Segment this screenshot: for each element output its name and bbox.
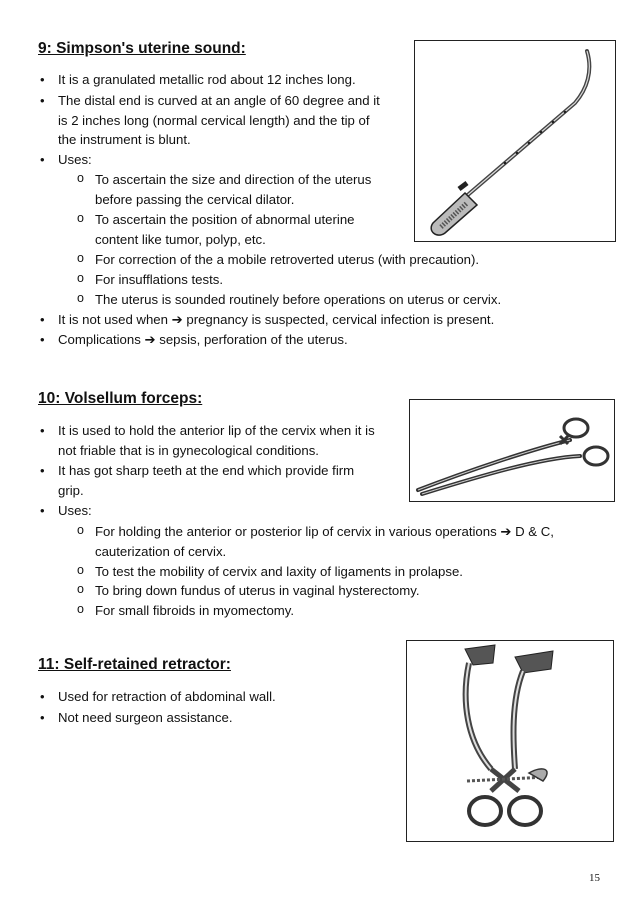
s9-use3: For correction of the a mobile retroverted uterus (with precaution).: [95, 252, 480, 267]
bullet-marker: •: [40, 423, 45, 438]
s9-complications-pre: Complications: [58, 332, 141, 347]
s9-use4: For insufflations tests.: [95, 272, 224, 287]
s10-use1-pre: For holding the anterior or posterior lip of cervix in various operations: [95, 524, 497, 539]
page-number: 15: [589, 872, 600, 884]
bullet-marker: •: [40, 93, 45, 108]
s9-bullet2-line3: the instrument is blunt.: [58, 132, 191, 147]
section-10-heading: 10: Volsellum forceps:: [38, 390, 203, 407]
s9-not-used-pre: It is not used when: [58, 312, 168, 327]
s10-use1-line2: cauterization of cervix.: [95, 544, 227, 559]
sub-bullet-marker: o: [77, 211, 84, 225]
s10-uses-label: Uses:: [58, 503, 92, 518]
s9-complications-post: sepsis, perforation of the uterus.: [159, 332, 348, 347]
right-arrow-icon: ➔: [171, 312, 183, 327]
bullet-marker: •: [40, 463, 45, 478]
bullet-marker: •: [40, 710, 45, 725]
s9-bullet1-line1: It is a granulated metallic rod about 12 inches long.: [58, 72, 356, 87]
sub-bullet-marker: o: [77, 291, 84, 305]
sub-bullet-marker: o: [77, 271, 84, 285]
s11-bullet2: Not need surgeon assistance.: [58, 710, 233, 725]
volsellum-forceps-figure: [409, 399, 615, 502]
s10-bullet2-line1: It has got sharp teeth at the end which provide firm: [58, 463, 355, 478]
sub-bullet-marker: o: [77, 171, 84, 185]
sub-bullet-marker: o: [77, 602, 84, 616]
bullet-marker: •: [40, 332, 45, 347]
right-arrow-icon: ➔: [144, 332, 156, 347]
s9-not-used-post: pregnancy is suspected, cervical infection is present.: [186, 312, 495, 327]
right-arrow-icon: ➔: [500, 524, 512, 539]
s10-use1-post: D & C,: [515, 524, 554, 539]
bullet-marker: •: [40, 503, 45, 518]
s9-bullet2-line1: The distal end is curved at an angle of 60 degree and it: [58, 93, 380, 108]
uterine-sound-illustration: [415, 41, 615, 241]
s9-use1-line2: before passing the cervical dilator.: [95, 192, 295, 207]
bullet-marker: •: [40, 72, 45, 87]
sub-bullet-marker: o: [77, 251, 84, 265]
s11-bullet1: Used for retraction of abdominal wall.: [58, 689, 276, 704]
s10-use4: For small fibroids in myomectomy.: [95, 603, 295, 618]
s10-use3: To bring down fundus of uterus in vaginal hysterectomy.: [95, 583, 420, 598]
sub-bullet-marker: o: [77, 582, 84, 596]
s10-use2: To test the mobility of cervix and laxity of ligaments in prolapse.: [95, 564, 463, 579]
s10-use1-line1: [95, 523, 554, 540]
s9-not-used-line: [58, 311, 494, 328]
s9-use2-line2: content like tumor, polyp, etc.: [95, 232, 266, 247]
s9-complications-line: [58, 331, 348, 348]
s9-use5: The uterus is sounded routinely before operations on uterus or cervix.: [95, 292, 502, 307]
uterine-sound-figure: [414, 40, 616, 242]
s9-use2-line1: To ascertain the position of abnormal uterine: [95, 212, 355, 227]
self-retaining-retractor-illustration: [407, 641, 613, 841]
sub-bullet-marker: o: [77, 563, 84, 577]
s9-uses-label: Uses:: [58, 152, 92, 167]
section-11-heading: 11: Self-retained retractor:: [38, 656, 231, 673]
s10-bullet2-line2: grip.: [58, 483, 84, 498]
s10-bullet1-line1: It is used to hold the anterior lip of the cervix when it is: [58, 423, 375, 438]
s9-use1-line1: To ascertain the size and direction of the uterus: [95, 172, 372, 187]
s9-bullet2-line2: is 2 inches long (normal cervical length) and the tip of: [58, 113, 370, 128]
self-retaining-retractor-figure: [406, 640, 614, 842]
bullet-marker: •: [40, 689, 45, 704]
bullet-marker: •: [40, 312, 45, 327]
section-9-heading: 9: Simpson's uterine sound:: [38, 40, 246, 57]
sub-bullet-marker: o: [77, 523, 84, 537]
volsellum-forceps-illustration: [410, 400, 614, 501]
bullet-marker: •: [40, 152, 45, 167]
s10-bullet1-line2: not friable that is in gynecological conditions.: [58, 443, 319, 458]
